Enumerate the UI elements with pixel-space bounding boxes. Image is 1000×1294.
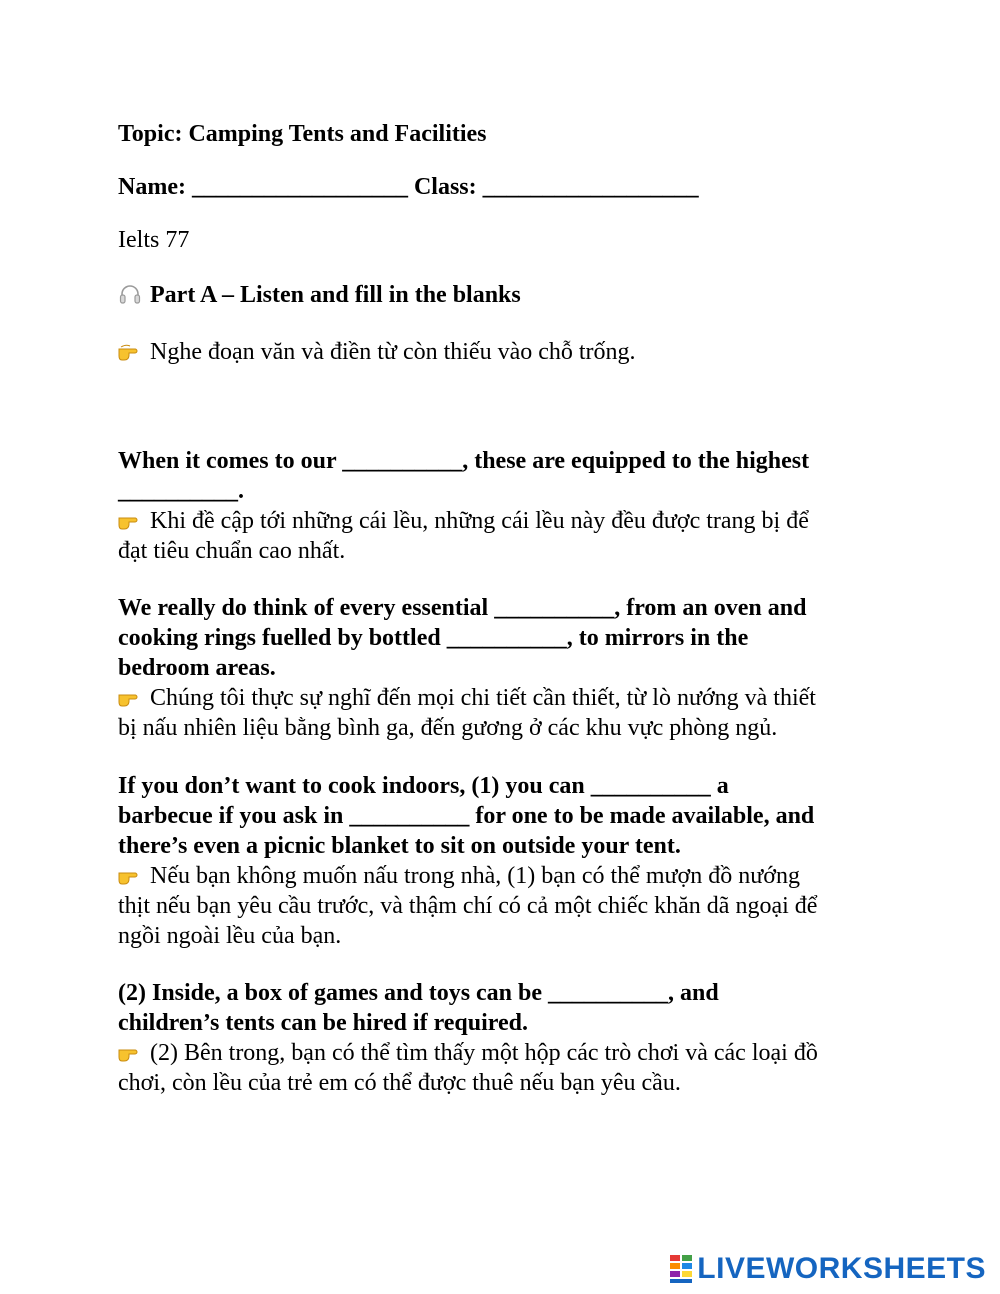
vietnamese-line: Khi đề cập tới những cái lều, những cái lều này đều được trang bị để — [150, 508, 809, 534]
topic-title: Topic: Camping Tents and Facilities — [118, 121, 487, 147]
part-a-title: Part A – Listen and fill in the blanks — [150, 282, 521, 308]
instruction-text: Nghe đoạn văn và điền từ còn thiếu vào chỗ trống. — [150, 339, 636, 365]
vietnamese-line: chơi, còn lều của trẻ em có thể được thuê nếu bạn yêu cầu. — [118, 1070, 681, 1096]
name-class-line: Name: __________________ Class: __________________ — [118, 174, 699, 200]
english-line: children’s tents can be hired if required. — [118, 1010, 529, 1036]
liveworksheets-brand[interactable] — [669, 1252, 986, 1286]
subtitle: Ielts 77 — [118, 227, 190, 253]
english-line: __________. — [118, 478, 244, 504]
vietnamese-line: Chúng tôi thực sự nghĩ đến mọi chi tiết cần thiết, từ lò nướng và thiết — [150, 685, 816, 711]
part-a-instruction — [118, 337, 636, 367]
pointing-hand-icon — [118, 1041, 144, 1063]
paragraph-1 — [118, 446, 888, 566]
liveworksheets-logo-icon — [669, 1254, 693, 1284]
vietnamese-line: (2) Bên trong, bạn có thể tìm thấy một hộp các trò chơi và các loại đồ — [150, 1040, 818, 1066]
vietnamese-line: đạt tiêu chuẩn cao nhất. — [118, 538, 346, 564]
vietnamese-line: Nếu bạn không muốn nấu trong nhà, (1) bạn có thể mượn đồ nướng — [150, 863, 800, 889]
english-line: We really do think of every essential __________, from an oven and — [118, 595, 807, 621]
english-line: bedroom areas. — [118, 655, 276, 681]
pointing-hand-icon — [118, 864, 144, 886]
english-line: If you don’t want to cook indoors, (1) you can __________ a — [118, 773, 729, 799]
english-line: barbecue if you ask in __________ for one to be made available, and — [118, 803, 815, 829]
pointing-hand-icon — [118, 686, 144, 708]
pointing-hand-icon — [118, 509, 144, 531]
english-line: cooking rings fuelled by bottled __________, to mirrors in the — [118, 625, 749, 651]
paragraph-2 — [118, 593, 888, 743]
paragraph-4 — [118, 978, 888, 1098]
vietnamese-line: bị nấu nhiên liệu bằng bình ga, đến gương ở các khu vực phòng ngủ. — [118, 715, 778, 741]
vietnamese-line: thịt nếu bạn yêu cầu trước, và thậm chí có cả một chiếc khăn dã ngoại để — [118, 893, 818, 919]
brand-text: LIVEWORKSHEETS — [697, 1252, 986, 1285]
vietnamese-line: ngồi ngoài lều của bạn. — [118, 923, 342, 949]
pointing-hand-icon — [118, 340, 144, 362]
english-line: there’s even a picnic blanket to sit on outside your tent. — [118, 833, 681, 859]
part-a-heading — [118, 280, 521, 310]
headphones-icon — [118, 282, 142, 306]
english-line: (2) Inside, a box of games and toys can be __________, and — [118, 980, 719, 1006]
paragraph-3 — [118, 771, 888, 951]
english-line: When it comes to our __________, these are equipped to the highest — [118, 448, 810, 474]
